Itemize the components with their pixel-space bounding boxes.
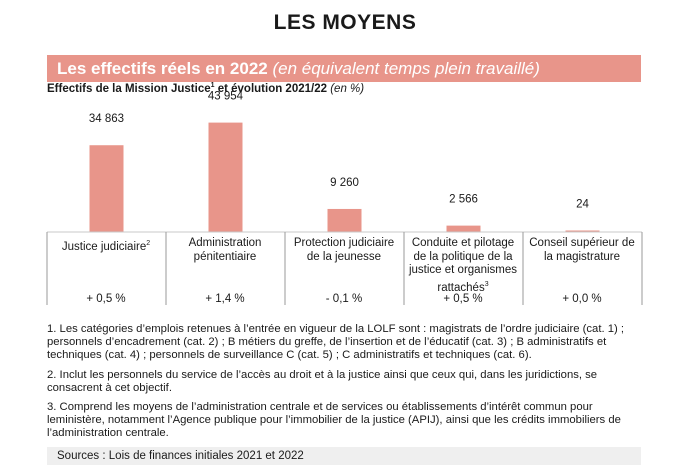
footnote-2: 2. Inclut les personnels du service de l’accès au droit et à la justice ainsi que ceux qui, dans les juridictions, se consacrent à cet objectif. — [47, 368, 598, 394]
bar-value-label: 34 863 — [88, 113, 125, 126]
footnotes — [47, 323, 647, 447]
banner-title: Les effectifs réels en 2022 — [57, 59, 268, 78]
evolution-label: + 0,5 % — [443, 293, 483, 305]
banner-subtitle: (en équivalent temps plein travaillé) — [272, 59, 540, 78]
footnote-ref-1: 1 — [210, 82, 215, 89]
category-label: Justice judiciaire$^2$ — [61, 240, 151, 253]
bar — [447, 226, 481, 232]
footnote-ref: 3 — [484, 280, 489, 288]
bar — [90, 145, 124, 232]
evolution-label: + 0,5 % — [86, 293, 126, 305]
bar-value-label: 43 954 — [207, 90, 244, 103]
footnote-3: 3. Comprend les moyens de l’administration centrale et de services ou établissements d’intérêt commun pour leministère, notamment l’Agence publique pour l’immobilier de la justice (APIJ), ainsi que les crédits immobiliers de l’administration centrale. — [47, 401, 621, 440]
bar — [328, 209, 362, 232]
category-label: Conseil supérieur de la magistrature — [529, 237, 635, 263]
footnote-1: 1. Les catégories d’emplois retenues à l’entrée en vigueur de la LOLF sont : magistrats de l’ordre judiciaire (cat. 1) ; personnels d’encadrement (cat. 2) ; B métiers du greffe, de l’insertion et de l’éducatif (cat. 3) ; B administratifs et techniques (cat. 4) ; personnels de surveillance C (cat. 5) ; C administratifs et techniques (cat. 6). — [47, 323, 625, 362]
category-label: Conduite et pilotage de la politique de la justice et organismes rattachés$^3$ — [408, 237, 518, 294]
category-label: Protection judiciaire de la jeunesse — [293, 237, 395, 263]
bar — [209, 123, 243, 232]
chart-title: Effectifs de la Mission Justice$^1$ et évolution 2021/22 (en %) — [47, 82, 365, 95]
page-title: LES MOYENS — [273, 11, 417, 34]
bar-value-label: 24 — [576, 198, 589, 211]
category-label: Administration pénitentiaire — [188, 237, 262, 263]
evolution-label: - 0,1 % — [325, 293, 363, 305]
chart-unit: (en %) — [330, 82, 365, 95]
sources-box: Sources : Lois de finances initiales 2021 et 2022 — [47, 447, 641, 465]
evolution-label: + 1,4 % — [205, 293, 245, 305]
evolution-label: + 0,0 % — [562, 293, 602, 305]
bar-value-label: 9 260 — [330, 176, 359, 189]
bar-value-label: 2 566 — [449, 193, 478, 206]
footnote-ref: 2 — [146, 240, 151, 247]
